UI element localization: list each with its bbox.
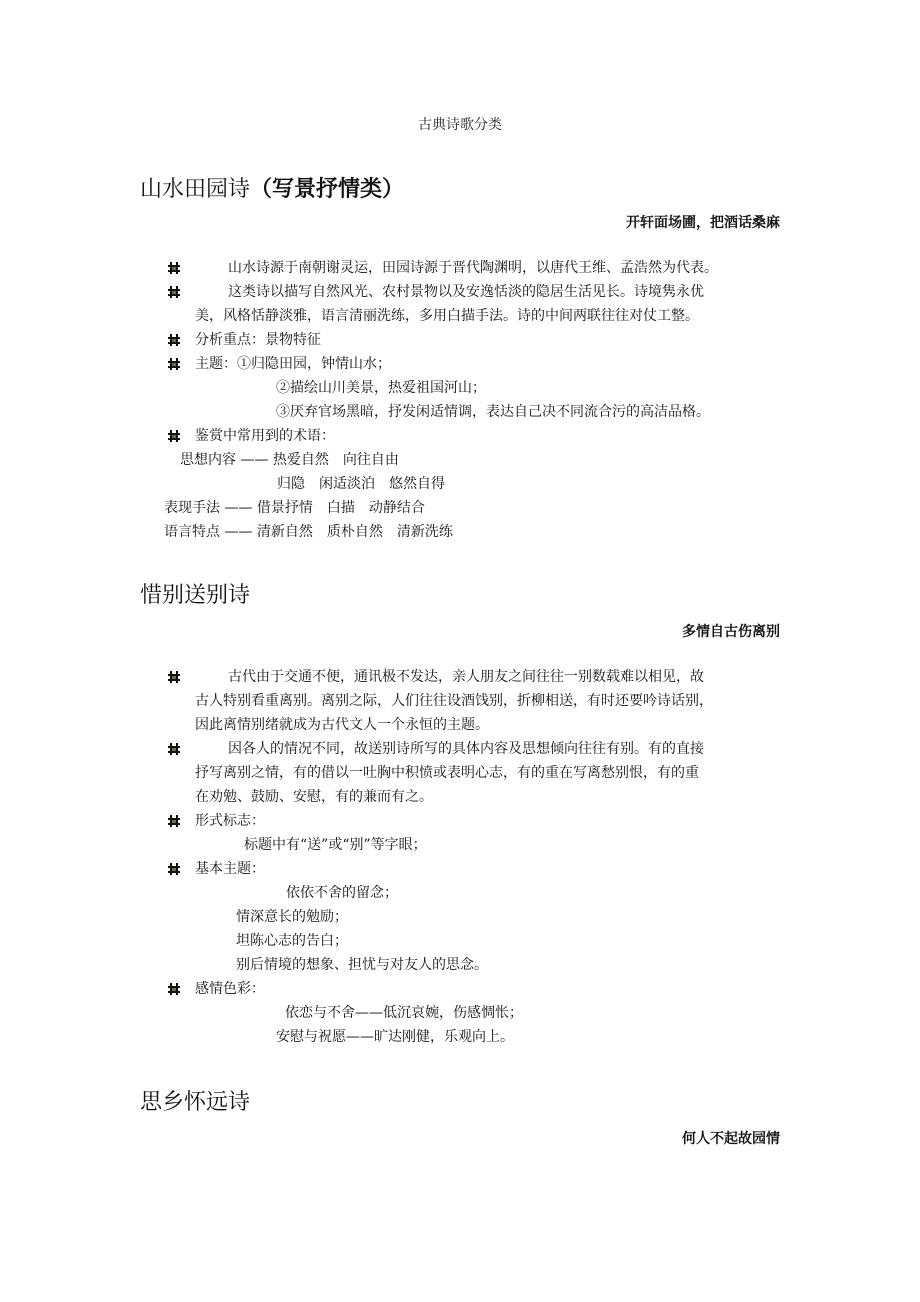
paragraph-line: 因各人的情况不同，故送别诗所写的具体内容及思想倾向往往有别。有的直接 — [228, 741, 704, 757]
paragraph-line: 感情色彩： — [195, 981, 265, 997]
hash-box-bullet-icon — [168, 430, 180, 442]
paragraph-line: 美，风格恬静淡雅，语言清丽洗练，多用白描手法。诗的中间两联往往对仗工整。 — [195, 308, 699, 324]
hash-box-bullet-icon — [168, 334, 180, 346]
paragraph-line: 这类诗以描写自然风光、农村景物以及安逸恬淡的隐居生活见长。诗境隽永优 — [228, 284, 704, 300]
paragraph-line: 情深意长的勉励； — [236, 909, 348, 925]
terms-line: 语言特点 —— 清新自然 质朴自然 清新洗练 — [164, 524, 453, 540]
section-heading-homesick — [140, 1085, 250, 1116]
terms-line: 归隐 闲适淡泊 悠然自得 — [277, 476, 445, 492]
document-title: 古典诗歌分类 — [418, 117, 502, 133]
paragraph-line: 坦陈心志的告白； — [236, 933, 348, 949]
paragraph-line: 主题：①归隐田园，钟情山水； — [195, 356, 391, 372]
section-heading-landscape — [140, 172, 404, 203]
section-epigraph: 多情自古伤离别 — [682, 624, 780, 640]
section-heading-farewell — [140, 578, 250, 609]
hash-box-bullet-icon — [168, 262, 180, 274]
heading-normal: 惜别送别诗 — [140, 583, 251, 608]
paragraph-line: 因此离情别绪就成为古代文人一个永恒的主题。 — [195, 717, 489, 733]
paragraph-line: 基本主题： — [195, 861, 265, 877]
paragraph-line: 别后情境的想象、担忧与对友人的思念。 — [236, 957, 488, 973]
paragraph-line: 山水诗源于南朝谢灵运，田园诗源于晋代陶渊明，以唐代王维、孟浩然为代表。 — [228, 260, 718, 276]
paragraph-line: 依依不舍的留念； — [286, 885, 398, 901]
paragraph-line: 古人特别看重离别。离别之际，人们往往设酒饯别，折柳相送，有时还要吟诗话别， — [195, 693, 713, 709]
paragraph-line: 鉴赏中常用到的术语： — [195, 428, 335, 444]
hash-box-bullet-icon — [168, 983, 180, 995]
hash-box-bullet-icon — [168, 863, 180, 875]
paragraph-line: 在劝勉、鼓励、安慰，有的兼而有之。 — [195, 789, 433, 805]
hash-box-bullet-icon — [168, 286, 180, 298]
paragraph-line: 标题中有“送”或“别”等字眼； — [244, 837, 427, 853]
hash-box-bullet-icon — [168, 671, 180, 683]
paragraph-line: 形式标志： — [195, 813, 265, 829]
heading-normal: 山水田园诗 — [140, 177, 251, 202]
section-epigraph: 何人不起故园情 — [682, 1131, 780, 1147]
terms-line: 表现手法 —— 借景抒情 白描 动静结合 — [164, 500, 425, 516]
terms-line: 思想内容 —— 热爱自然 向往自由 — [180, 452, 399, 468]
paragraph-line: ③厌弃官场黑暗，抒发闲适情调，表达自己决不同流合污的高洁品格。 — [276, 404, 710, 420]
hash-box-bullet-icon — [168, 743, 180, 755]
heading-bold: （写景抒情类） — [250, 177, 405, 202]
heading-normal: 思乡怀远诗 — [140, 1090, 251, 1115]
paragraph-line: 安慰与祝愿——旷达刚健，乐观向上。 — [276, 1029, 514, 1045]
paragraph-line: 抒写离别之情，有的借以一吐胸中积愤或表明心志，有的重在写离愁别恨，有的重 — [195, 765, 699, 781]
paragraph-line: 古代由于交通不便，通讯极不发达，亲人朋友之间往往一别数载难以相见，故 — [228, 669, 704, 685]
paragraph-line: 依恋与不舍——低沉哀婉，伤感惆怅； — [285, 1005, 523, 1021]
hash-box-bullet-icon — [168, 815, 180, 827]
section-epigraph: 开轩面场圃，把酒话桑麻 — [626, 215, 780, 231]
hash-box-bullet-icon — [168, 358, 180, 370]
paragraph-line: 分析重点：景物特征 — [195, 332, 321, 348]
paragraph-line: ②描绘山川美景，热爱祖国河山； — [276, 380, 486, 396]
